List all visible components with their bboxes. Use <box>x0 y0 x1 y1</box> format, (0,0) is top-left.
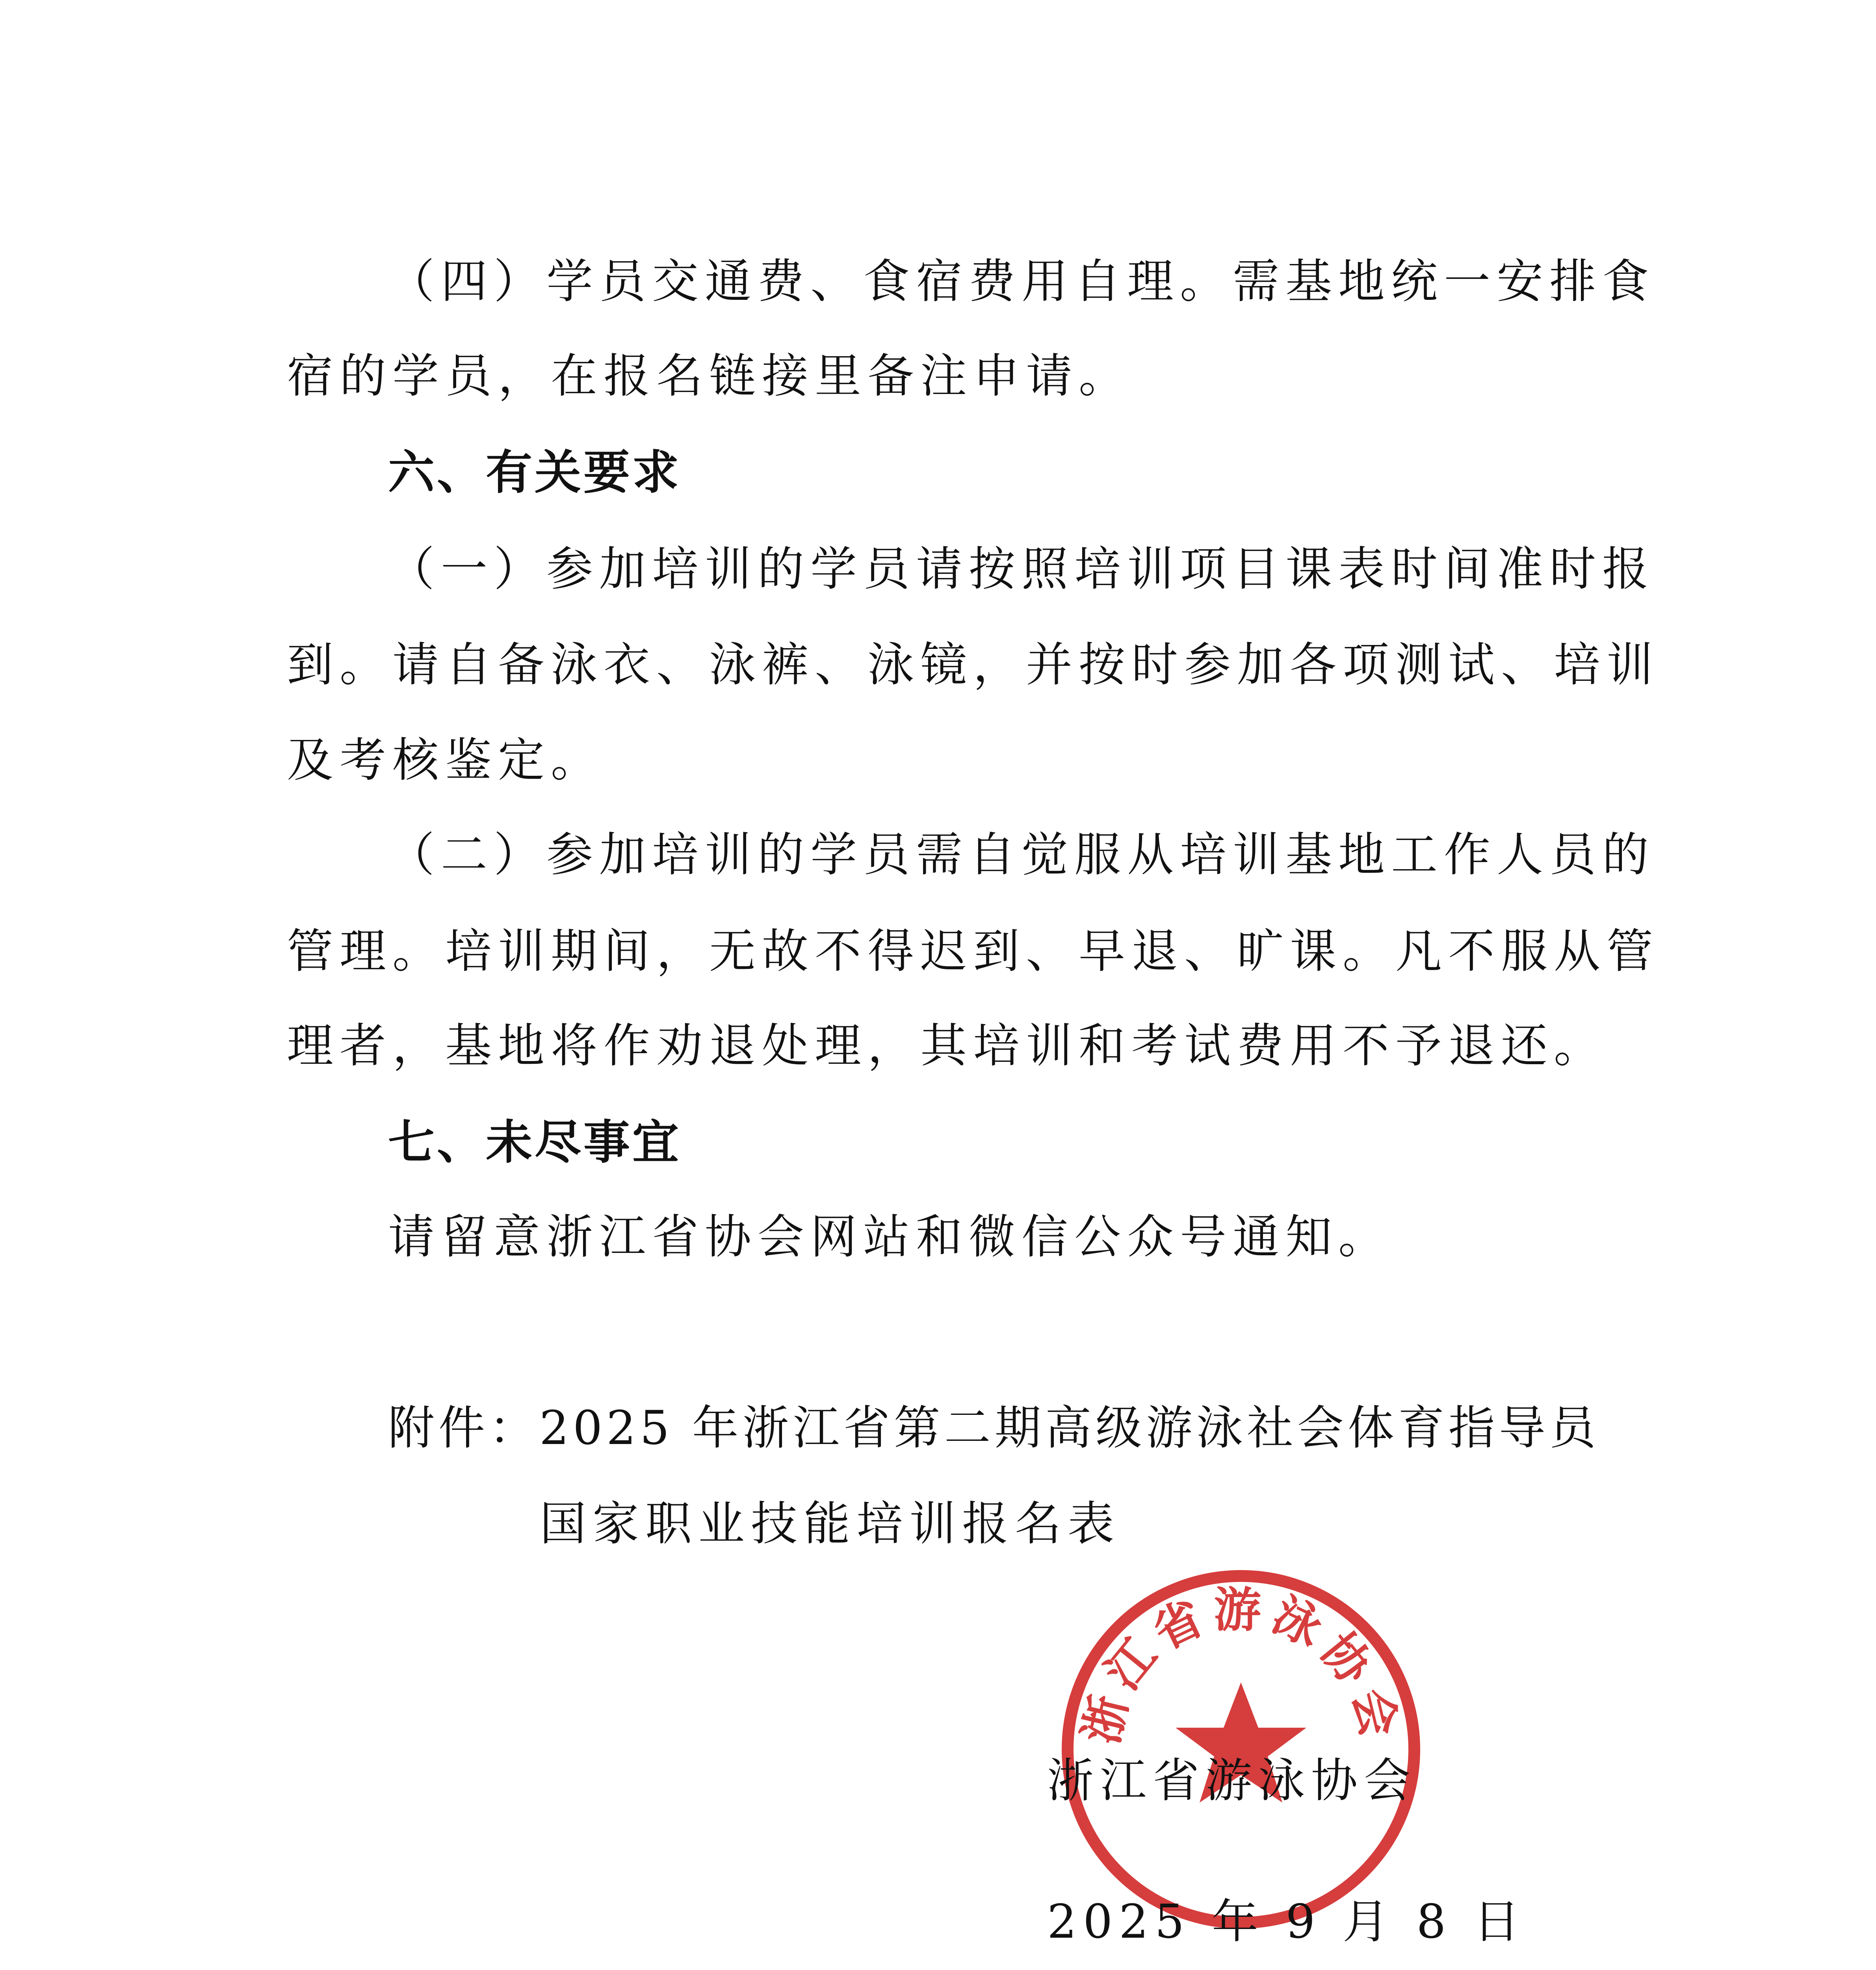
paragraph-4-line-1: （四）学员交通费、食宿费用自理。需基地统一安排食 <box>388 254 1655 309</box>
attachment-line-1: 附件：2025 年浙江省第二期高级游泳社会体育指导员 <box>388 1401 1600 1455</box>
paragraph-4-line-2: 宿的学员，在报名链接里备注申请。 <box>287 349 1132 403</box>
paragraph-6-2-line-2: 管理。培训期间，无故不得迟到、早退、旷课。凡不服从管 <box>287 924 1660 978</box>
paragraph-6-2-line-1: （二）参加培训的学员需自觉服从培训基地工作人员的 <box>388 827 1655 882</box>
section-6-title: 六、有关要求 <box>388 445 682 500</box>
official-seal <box>1060 1568 1422 1931</box>
signature-date: 2025 年 9 月 8 日 <box>1047 1894 1526 1949</box>
attachment-line-2: 国家职业技能培训报名表 <box>540 1496 1121 1551</box>
signature-org: 浙江省游泳协会 <box>1047 1753 1417 1808</box>
paragraph-7-line-1: 请留意浙江省协会网站和微信公众号通知。 <box>388 1210 1391 1264</box>
paragraph-6-1-line-3: 及考核鉴定。 <box>287 733 604 787</box>
seal-text: 浙江省游泳协会 <box>1073 1582 1409 1749</box>
paragraph-6-1-line-1: （一）参加培训的学员请按照培训项目课表时间准时报 <box>388 542 1655 596</box>
section-7-title: 七、未尽事宜 <box>388 1115 682 1169</box>
paragraph-6-1-line-2: 到。请自备泳衣、泳裤、泳镜，并按时参加各项测试、培训 <box>287 637 1660 692</box>
paragraph-6-2-line-3: 理者，基地将作劝退处理，其培训和考试费用不予退还。 <box>287 1018 1607 1073</box>
